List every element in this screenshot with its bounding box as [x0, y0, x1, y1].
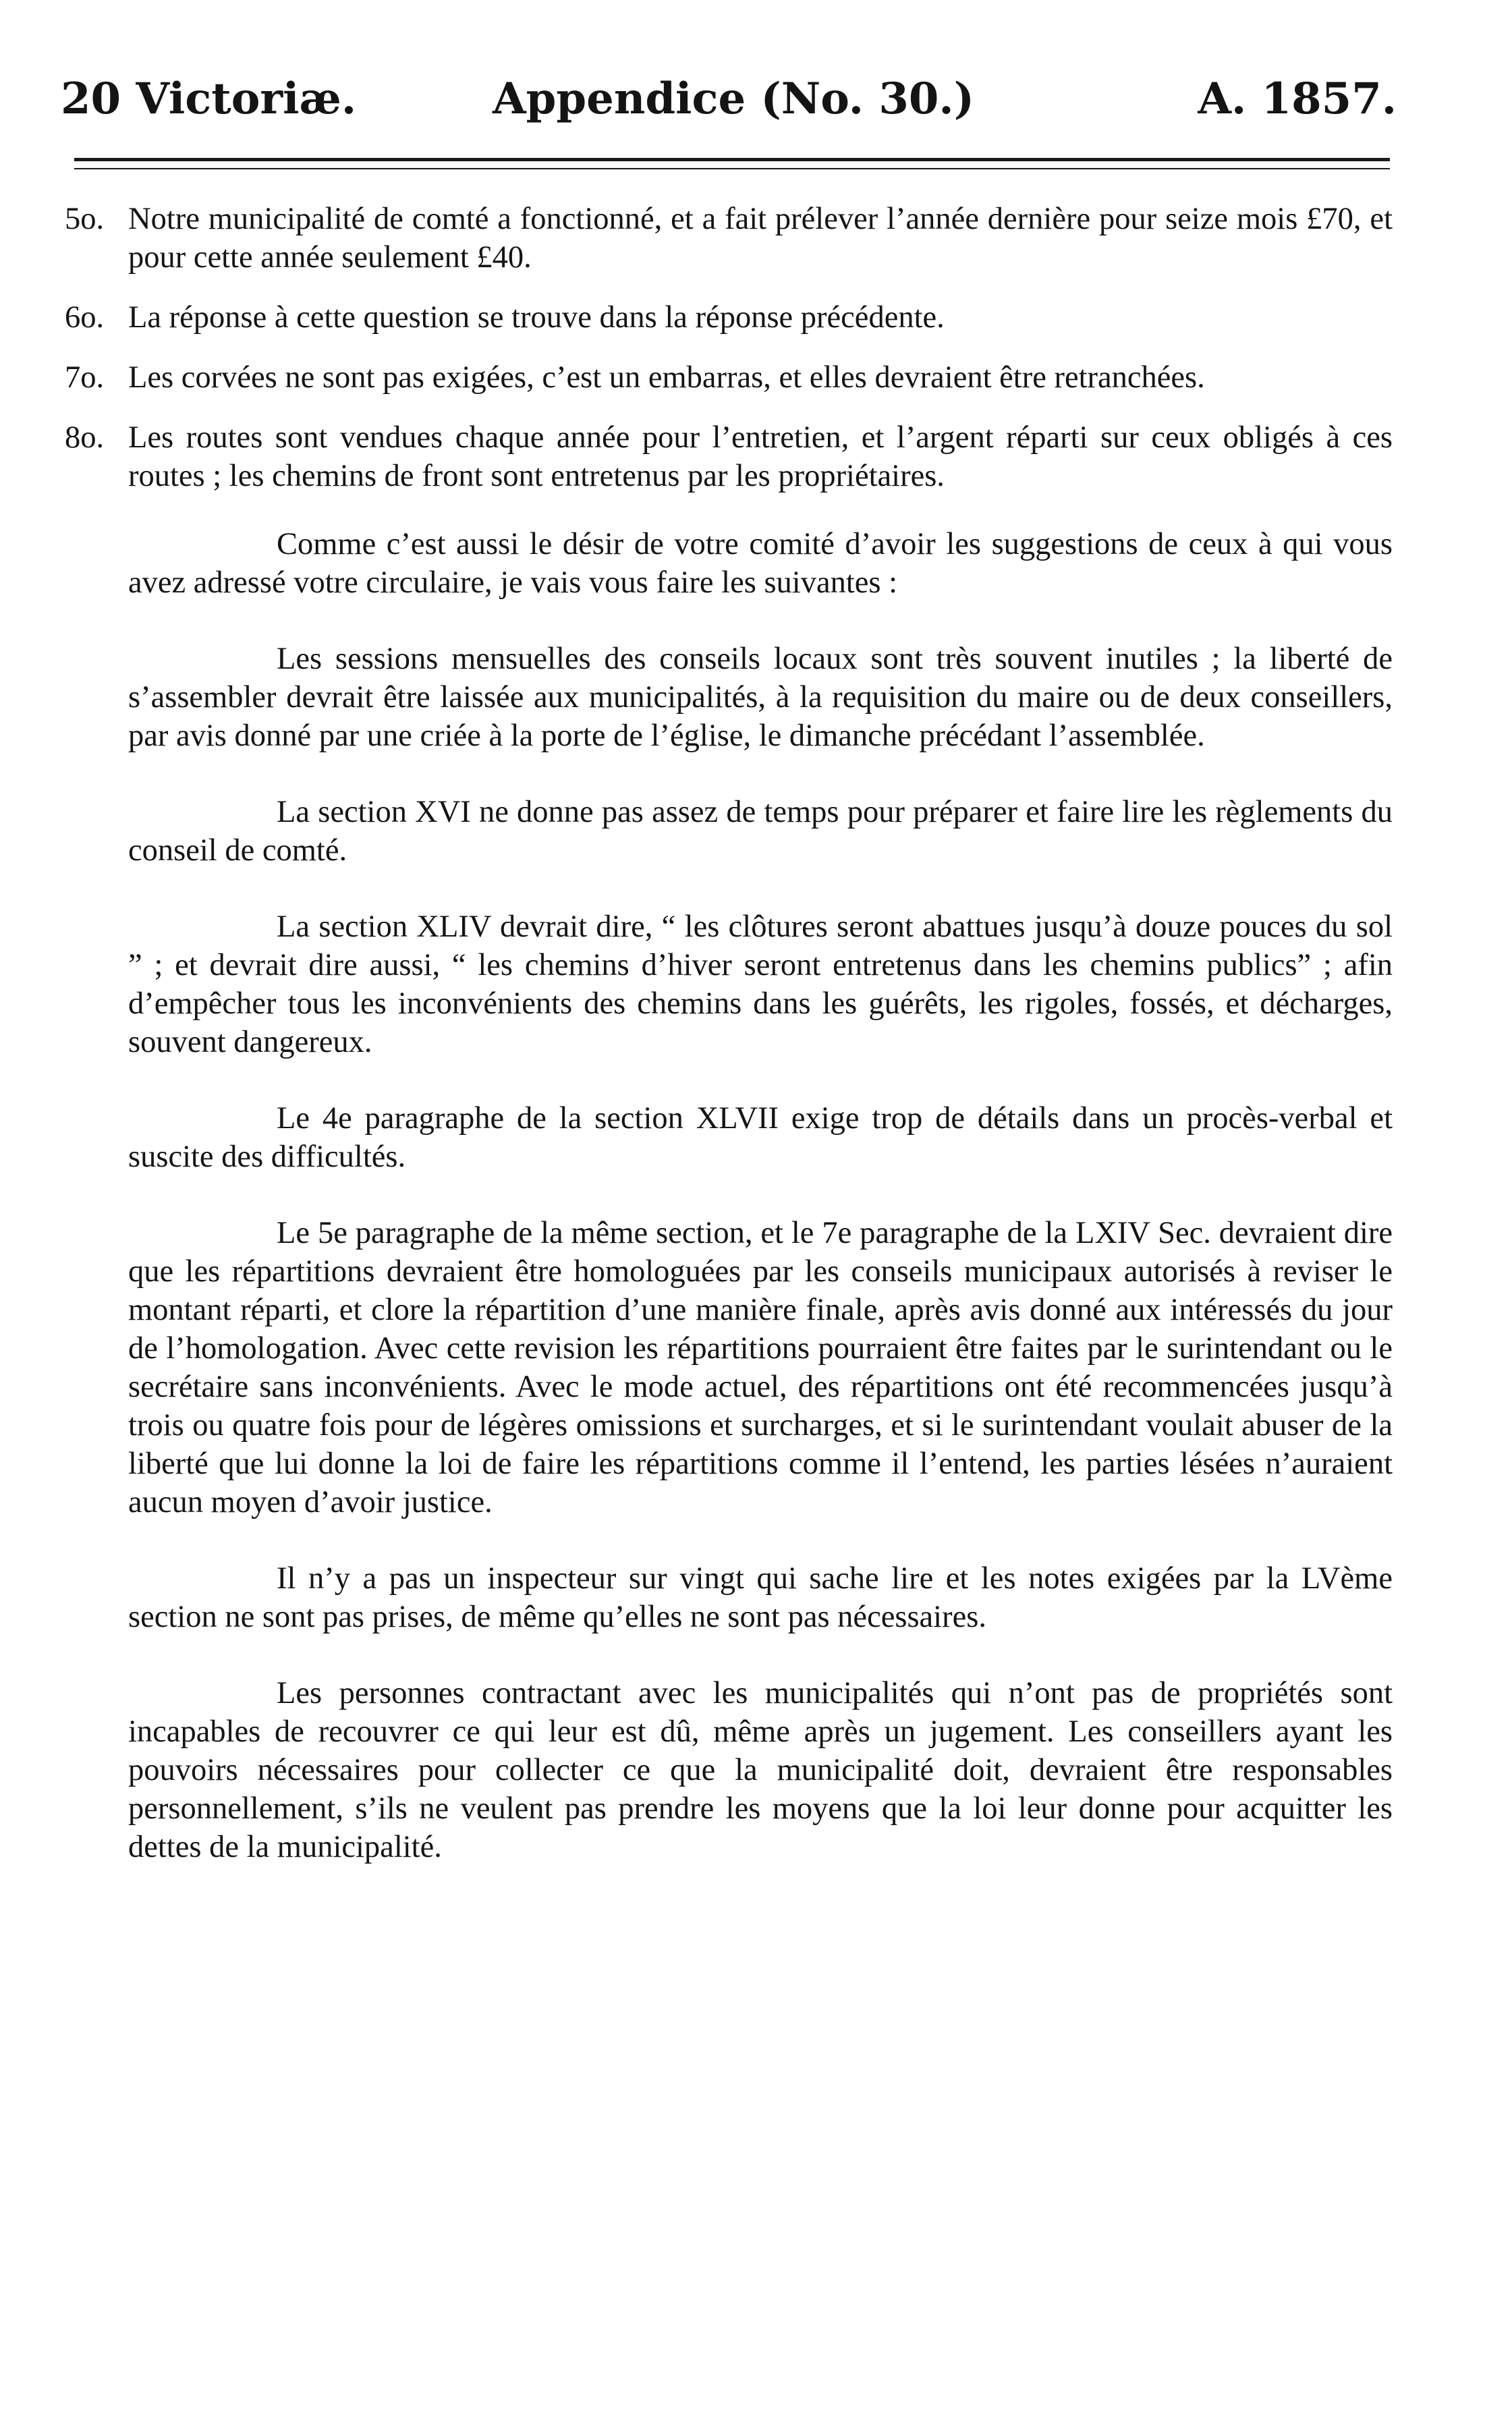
paragraph-section-xvi: La section XVI ne donne pas assez de temps pour préparer et faire lire les règlements du conseil de comté. — [128, 795, 1393, 868]
item-number: 8o. — [65, 420, 105, 455]
header-year: A. 1857. — [1198, 74, 1397, 124]
header-appendix: Appendice (No. 30.) — [493, 74, 974, 124]
document-body — [65, 200, 1393, 1904]
item-number: 6o. — [65, 300, 105, 335]
answer-item-6 — [65, 298, 1393, 337]
paragraph-contractors: Les personnes contractant avec les municipalités qui n’ont pas de propriétés sont incapables de recouvrer ce qui leur est dû, même après un jugement. Les conseillers ayant les pouvoirs nécessaires pour collecter ce que la municipalité doit, devraient être responsables personnellement, s’ils ne veulent pas prendre les moyens que la loi leur donne pour acquitter les dettes de la municipalité. — [128, 1676, 1393, 1864]
paragraph-section-xliv: La section XLIV devrait dire, “ les clôtures seront abattues jusqu’à douze pouces du sol ” ; et devrait dire aussi, “ les chemins d’hiver seront entretenus dans les chemins publics” ; afin d’empêcher tous les inconvénients des chemins dans les guérêts, les rigoles, fossés, et décharges, souvent dangereux. — [128, 910, 1393, 1059]
answer-item-7 — [65, 358, 1393, 397]
paragraph-inspectors: Il n’y a pas un inspecteur sur vingt qui sache lire et les notes exigées par la LVème section ne sont pas prises, de même qu’elles ne sont pas nécessaires. — [128, 1561, 1393, 1634]
item-number: 7o. — [65, 360, 105, 395]
page-header — [61, 62, 1397, 136]
item-number: 5o. — [65, 202, 105, 236]
item-text: Notre municipalité de comté a fonctionné, et a fait prélever l’année dernière pour seize mois £70, et pour cette année seulement £40. — [128, 202, 1393, 275]
paragraph-section-xlvii: Le 4e paragraphe de la section XLVII exige trop de détails dans un procès-verbal et suscite des difficultés. — [128, 1101, 1393, 1174]
paragraph-suggestions-intro: Comme c’est aussi le désir de votre comité d’avoir les suggestions de ceux à qui vous avez adressé votre circulaire, je vais vous faire les suivantes : — [128, 527, 1393, 600]
item-text: Les corvées ne sont pas exigées, c’est un embarras, et elles devraient être retranchées. — [128, 360, 1205, 395]
answer-item-8 — [65, 418, 1393, 495]
header-rule-thick — [74, 158, 1390, 161]
header-rule-thin — [74, 168, 1390, 169]
paragraph-repartitions: Le 5e paragraphe de la même section, et le 7e paragraphe de la LXIV Sec. devraient dire que les répartitions devraient être homologuées par les conseils municipaux autorisés à reviser le montant réparti, et clore la répartition d’une manière finale, après avis donné aux intéressés du jour de l’homologation. Avec cette revision les répartitions pourraient être faites par le surintendant ou le secrétaire sans inconvénients. Avec le mode actuel, des répartitions ont été recommencées jusqu’à trois ou quatre fois pour de légères omissions et surcharges, et si le surintendant voulait abuser de la liberté que lui donne la loi de faire les répartitions comme il l’entend, les parties lésées n’auraient aucun moyen d’avoir justice. — [128, 1216, 1393, 1519]
answer-item-5 — [65, 200, 1393, 277]
item-text: La réponse à cette question se trouve dans la réponse précédente. — [128, 300, 945, 335]
paragraph-monthly-sessions: Les sessions mensuelles des conseils locaux sont très souvent inutiles ; la liberté de s’assembler devrait être laissée aux municipalités, à la requisition du maire ou de deux conseillers, par avis donné par une criée à la porte de l’église, le dimanche précédant l’assemblée. — [128, 642, 1393, 753]
item-text: Les routes sont vendues chaque année pour l’entretien, et l’argent réparti sur ceux obligés à ces routes ; les chemins de front sont entretenus par les propriétaires. — [128, 420, 1393, 493]
header-session: 20 Victoriæ. — [61, 74, 357, 124]
